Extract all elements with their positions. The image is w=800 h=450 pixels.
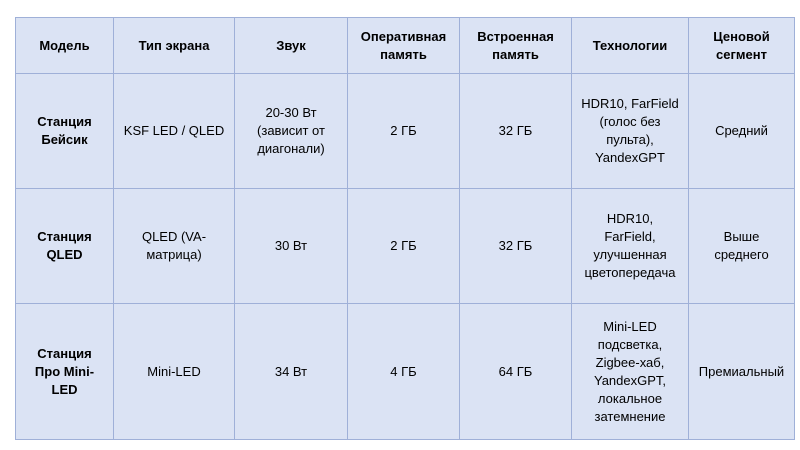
- header-screen-type: Тип экрана: [114, 18, 235, 74]
- cell-sound: 30 Вт: [235, 189, 348, 304]
- table-row: [16, 304, 795, 440]
- cell-screen-type: QLED (VA- матрица): [114, 189, 235, 304]
- cell-ram: 2 ГБ: [348, 189, 460, 304]
- header-price-segment: Ценовой сегмент: [689, 18, 795, 74]
- cell-technologies: HDR10, FarField, улучшенная цветопередача: [572, 189, 689, 304]
- cell-sound: 20-30 Вт (зависит от диагонали): [235, 74, 348, 189]
- cell-technologies: HDR10, FarField (голос без пульта), YandexGPT: [572, 74, 689, 189]
- cell-sound: 34 Вт: [235, 304, 348, 440]
- cell-ram: 2 ГБ: [348, 74, 460, 189]
- comparison-table: [15, 17, 795, 440]
- header-technologies: Технологии: [572, 18, 689, 74]
- table-row: [16, 189, 795, 304]
- header-storage: Встроенная память: [460, 18, 572, 74]
- header-ram: Оперативная память: [348, 18, 460, 74]
- cell-technologies: Mini-LED подсветка, Zigbee-хаб, YandexGPT, локальное затемнение: [572, 304, 689, 440]
- cell-screen-type: Mini-LED: [114, 304, 235, 440]
- cell-storage: 32 ГБ: [460, 189, 572, 304]
- cell-price-segment: Выше среднего: [689, 189, 795, 304]
- table-header-row: [16, 18, 795, 74]
- cell-storage: 32 ГБ: [460, 74, 572, 189]
- comparison-table-container: [15, 17, 794, 440]
- cell-model: Станция Бейсик: [16, 74, 114, 189]
- header-model: Модель: [16, 18, 114, 74]
- cell-ram: 4 ГБ: [348, 304, 460, 440]
- header-sound: Звук: [235, 18, 348, 74]
- cell-model: Станция Про Mini- LED: [16, 304, 114, 440]
- cell-price-segment: Средний: [689, 74, 795, 189]
- cell-model: Станция QLED: [16, 189, 114, 304]
- table-row: [16, 74, 795, 189]
- cell-price-segment: Премиальный: [689, 304, 795, 440]
- cell-storage: 64 ГБ: [460, 304, 572, 440]
- cell-screen-type: KSF LED / QLED: [114, 74, 235, 189]
